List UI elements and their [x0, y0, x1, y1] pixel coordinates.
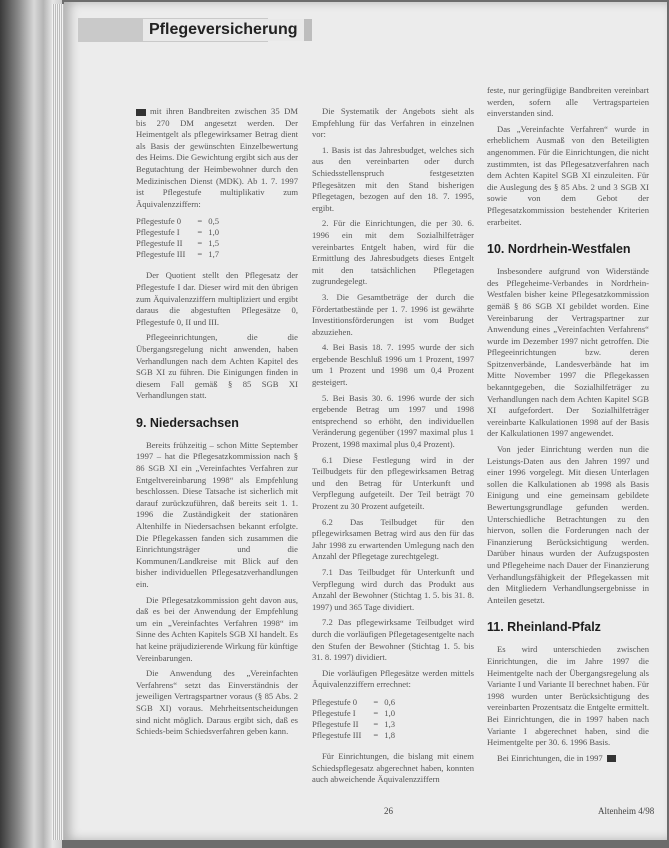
table-row: Pflegestufe II = 1,3	[312, 718, 396, 729]
paragraph: Das „Vereinfachte Verfahren“ wurde in erheblichem Ausmaß von den Beteiligten angenommen. Für die Einrichtungen, die nicht zustimmten, ist das Pflegesatzverfahren nach dem Achten Kapitel SGB XI einzuleiten. Für die Auslegung des § 85 Abs. 2 und 3 SGB XI sowie von dem Gebot der Pflegesatzkommission bestehender Kriterien erarbeitet.	[487, 123, 649, 227]
paragraph: 2. Für die Einrichtungen, die per 30. 6. 1996 ein mit dem Sozialhilfeträger vereinbartes Entgelt haben, wird für die Ermittlung des Jahresbudgets dieses Entgelt mit den tatsächlichen Pflegetagen zugrundegelegt.	[312, 218, 474, 287]
paragraph: Die Systematik der Angebots sieht als Empfehlung für das Verfahren in einzelnen vor:	[312, 106, 474, 140]
table-row: Pflegestufe 0 = 0,5	[136, 216, 220, 227]
paragraph: 5. Bei Basis 30. 6. 1996 wurde der sich ergebende Betrag um 1997 und 1998 entsprechend so erhöht, den individuellen Veränderung gegenüber (1997 maximal plus 1 Prozent, 1998 maximal plus 0,4 Prozent).	[312, 392, 474, 450]
section-heading-rheinland-pfalz: 11. Rheinland-Pfalz	[487, 620, 601, 635]
equivalence-table	[136, 216, 225, 260]
paragraph: Pflegeeinrichtungen, die die Übergangsregelung nicht anwenden, haben Verhandlungen nach dem Achten Kapitel des SGB XI zu führen. Die Einigungen finden in diesem Fall gemäß § 85 SGB XI Verhandlungen statt.	[136, 332, 298, 401]
paragraph: Die vorläufigen Pflegesätze werden mittels Äquivalenzziffern errechnet:	[312, 667, 474, 690]
table-row: Pflegestufe III = 1,7	[136, 249, 220, 260]
continued-arrow-icon	[607, 755, 616, 762]
paragraph: Die Pflegesatzkommission geht davon aus, daß es bei der Anwendung der Empfehlung um ein „Vereinfachtes Verfahren 1998“ im Sinne des Achten Kapitels SGB XI handelt. Es hat keine präjudizierende Wirkung für künftige Vereinbarungen.	[136, 594, 299, 663]
paragraph: feste, nur geringfügige Bandbreiten vereinbart werden, sofern alle Vertragsparteien einverstanden sind.	[487, 85, 649, 119]
paragraph: Der Quotient stellt den Pflegesatz der Pflegestufe I dar. Dieser wird mit den übrigen zum Äquivalenzziffern multipliziert und ergibt daraus die abgestuften Pflegesätze 0, Pflegestufe 0, II und III.	[136, 270, 298, 327]
equivalence-table	[312, 697, 401, 741]
paragraph: 6.1 Diese Festlegung wird in der Teilbudgets für den pflegewirksamen Betrag und den Betrag für Unterkunft und Verpflegung aufgeteilt. Der Teil beträgt 70 Prozent zu 30 Prozent aufgeteilt.	[312, 454, 474, 511]
paragraph: 1. Basis ist das Jahresbudget, welches sich aus den vereinbarten oder durch Schiedsstellenspruch festgesetzten Pflegesätzen mit den Stand bisherigen Pflegetagen, bezogen auf den 18. 7. 1995, ergibt.	[312, 144, 474, 213]
paragraph: Bereits frühzeitig – schon Mitte September 1997 – hat die Pflegesatzkommission nach § 86 SGB XI ein „Vereinfachtes Verfahren zur Entgeltvereinbarung 1998“ als Empfehlung beschlossen. Diese Tatsache ist sicherlich mit darauf zurückzuführen, daß bereits seit 1. 1. 1996 die Zuständigkeit der stationären Altenhilfe in Niedersachsen bekannt erfolgte. Die Pflegekassen fanden sich zusammen die Einrichtungsträger und die Kommunen/Landkreise mit Blick auf den bisher individuellen Pflegesatzverhandlungen ein.	[136, 439, 298, 589]
paragraph: 6.2 Das Teilbudget für den pflegewirksamen Betrag wird aus den für das Jahr 1998 zu erwartenden Umlegung nach den Anzahl der Pflegetage zurechtgelegt.	[312, 516, 474, 562]
paragraph: 4. Bei Basis 18. 7. 1995 wurde der sich ergebende Beschluß 1996 um 1 Prozent, 1997 um 1 Prozent und 1998 um 0,4 Prozent gesteigert.	[312, 342, 474, 388]
text-column-3	[487, 85, 649, 768]
table-row: Pflegestufe 0 = 0,6	[312, 696, 396, 707]
paragraph: mit ihren Bandbreiten zwischen 35 DM bis 270 DM angesetzt werden. Der Heimentgelt als pflegewirksamer Betrag dient als Basis der gewünschten Einzelbewertung des Heims. Die Gewichtung ergibt sich aus der Begutachtung der Heimbewohner durch den Medizinischen Dienst (MDK). Ab 1. 7. 1997 ist Pflegestufe multiplikativ zum Äquivalenzziffern:	[136, 106, 298, 209]
table-row: Pflegestufe II = 1,5	[136, 238, 220, 249]
text-column-1	[136, 106, 298, 742]
section-heading-niedersachsen: 9. Niedersachsen	[136, 415, 239, 430]
paragraph: Es wird unterschieden zwischen Einrichtungen, die im Jahre 1997 die Heimentgelte nach der Übergangsregelung als Variante I und Variante II berechnet haben. Für 1998 wurden unter Berücksichtigung des vereinbarten Prozentsatz die Entgelte ermittelt. Bei Einrichtungen, die in 1997 haben nach Variante I abgerechnet haben, sind die Heimentgelte per 30. 6. 1996 Basis.	[487, 644, 649, 748]
paragraph: Insbesondere aufgrund von Widerstände des Pflegeheime-Verbandes in Nordrhein-Westfalen bisher keine Pflegesatzkommission gemäß § 86 SGB XI gebildet worden. Eine Vereinbarung der Vertragspartner zur Anwendung eines „Vereinfachten Verfahrens“ wurde im Dezember 1997 nicht getroffen. Die Pflegeeinrichtungen bzw. deren Spitzenverbände, Landesverbände hat im Mitte November 1997 die Pflegekassen bekanntgegeben, die Sozialhilfeträger zu Verhandlungen nach dem Achten Kapitel SGB XI aufgefordert. Der Sozialhilfeträger vereinbarte Kalkulationen 1998 auf der Basis der Kalkulationen 1997 angewendet.	[487, 266, 649, 439]
continuation-marker-icon	[136, 109, 146, 116]
paragraph: 7.1 Das Teilbudget für Unterkunft und Verpflegung wird durch das Produkt aus Anzahl der Bewohner (Stichtag 1. 5. bis 31. 8. 1997) und 365 Tage dividiert.	[312, 566, 474, 612]
table-row: Pflegestufe I = 1,0	[136, 227, 220, 238]
table-row: Pflegestufe I = 1,0	[312, 707, 396, 718]
paragraph: 7.2 Das pflegewirksame Teilbudget wird durch die vorläufigen Pflegetagesentgelte nach den Stufen der Bewohner (Stichtag 1. 5. bis 31. 8. 1997) dividiert.	[312, 617, 474, 663]
page-number: 26	[384, 806, 393, 816]
magazine-issue: Altenheim 4/98	[598, 806, 655, 816]
paragraph: Für Einrichtungen, die bislang mit einem Schiedspflegesatz abgerechnet haben, konnten auch abweichende Äquivalenzziffern	[312, 750, 474, 785]
paragraph: Bei Einrichtungen, die in 1997	[487, 753, 649, 765]
paragraph: 3. Die Gesamtbeträge der durch die Fördertatbestände per 1. 7. 1996 ist gewährte Investitionsförderungen ist vom Budget abzuziehen.	[312, 291, 474, 337]
section-heading-nordrhein-westfalen: 10. Nordrhein-Westfalen	[487, 242, 631, 257]
table-row: Pflegestufe III = 1,8	[312, 729, 396, 740]
paragraph: Von jeder Einrichtung werden nun die Leistungs-Daten aus den Jahren 1997 und einer 1996 vorgelegt. Mit diesen Unterlagen sollen die Kalkulationen ab 1998 als Basis Einigung und eine gemeinsam gebildete Bewertungsgrundlage gefunden werden. Unterschiedliche Betrachtungen zu den hiervon, sollen die Forderungen nach der Finanzierung Berücksichtigung werden. Darüber hinaus wurden der Aufzugsposten und Pflegeheime nach Dauer der Finanzierung Verhandlungsfähigkeit der Pflegekassen mit den Mitgliedern Verhandlungsergebnisse in Anteilen gesetzt.	[487, 444, 649, 605]
page-header-title: Pflegeversicherung	[143, 19, 312, 41]
text-column-2	[312, 106, 474, 790]
paragraph: Die Anwendung des „Vereinfachten Verfahrens“ setzt das Einverständnis der jeweiligen Vertragspartner voraus (§ 85 Abs. 2 SGB XI) voraus. Mehrheitsentscheidungen sind nicht möglich. Daraus ergibt sich, daß es Schieds-beim Schiedsverfahren geben kann.	[136, 668, 298, 737]
